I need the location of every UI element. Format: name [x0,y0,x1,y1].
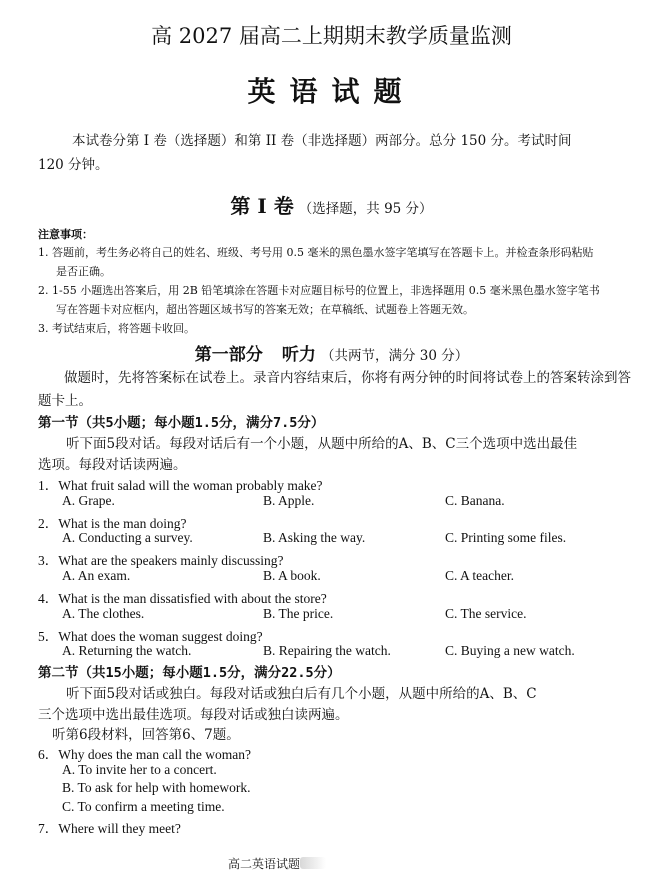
section2-title: 第二节（共15小题；每小题1.5分，满分22.5分） [38,665,341,681]
question-4-option-b: B. The price. [263,606,334,621]
question-2: 2．What is the man doing? [38,516,187,531]
question-1-option-c: C. Banana. [445,493,505,508]
volume-label: 第 I 卷 [230,194,294,218]
question-3-option-a: A. An exam. [62,568,131,583]
notice-heading: 注意事项： [38,228,93,241]
question-3-option-b: B. A book. [263,568,321,583]
question-1-option-b: B. Apple. [263,493,315,508]
question-2-option-b: B. Asking the way. [263,530,366,545]
question-1: 1．What fruit salad will the woman probably make? [38,478,323,493]
question-5-option-a: A. Returning the watch. [62,643,192,658]
notice-item-1-line-1: 1. 答题前，考生务必将自己的姓名、班级、考号用 0.5 毫米的黑色墨水签字笔填写在答题卡上。并检查条形码粘贴 [38,246,594,259]
question-5-option-c: C. Buying a new watch. [445,643,575,658]
listen-intro-line-1: 做题时，先将答案标在试卷上。录音内容结束后，你将有两分钟的时间将试卷上的答案转涂到答 [64,370,631,386]
page-footer: 高二英语试题 [228,857,301,871]
section1-line-2: 选项。每段对话读两遍。 [38,457,187,473]
question-2-option-a: A. Conducting a survey. [62,530,193,545]
part1-note: （共两节，满分 30 分） [320,348,469,364]
intro-line-1: 本试卷分第 I 卷（选择题）和第 II 卷（非选择题）两部分。总分 150 分。考试时间 [72,133,572,149]
section2-material: 听第6段材料，回答第6、7题。 [52,727,240,743]
intro-line-2: 120 分钟。 [38,157,109,173]
notice-item-2-line-2: 写在答题卡对应框内，超出答题区域书写的答案无效；在草稿纸、试题卷上答题无效。 [56,303,474,316]
footer-smudge [300,857,326,869]
section2-line-1: 听下面5段对话或独白。每段对话或独白后有几个小题，从题中所给的A、B、C [66,686,537,702]
notice-item-2-line-1: 2. 1-55 小题选出答案后，用 2B 铅笔填涂在答题卡对应题目标号的位置上，非选择题用 0.5 毫米黑色墨水签字笔书 [38,284,600,297]
question-6-option-b: B. To ask for help with homework. [62,780,251,795]
notice-item-1-line-2: 是否正确。 [56,265,111,278]
question-6: 6．Why does the man call the woman? [38,747,251,762]
volume-note: （选择题，共 95 分） [298,201,433,217]
listen-intro-line-2: 题卡上。 [38,393,92,409]
question-1-option-a: A. Grape. [62,493,115,508]
question-5-option-b: B. Repairing the watch. [263,643,391,658]
section2-line-2: 三个选项中选出最佳选项。每段对话或独白读两遍。 [38,707,349,723]
question-7: 7．Where will they meet? [38,821,181,836]
question-3: 3．What are the speakers mainly discussing? [38,553,284,568]
notice-item-3: 3. 考试结束后，将答题卡收回。 [38,322,195,335]
question-2-option-c: C. Printing some files. [445,530,567,545]
exam-header: 高 2027 届高二上期期末教学质量监测 [151,24,512,48]
question-3-option-c: C. A teacher. [445,568,514,583]
part1-name: 听力 [281,345,316,365]
question-4-option-c: C. The service. [445,606,527,621]
question-6-option-a: A. To invite her to a concert. [62,762,217,777]
section1-line-1: 听下面5段对话。每段对话后有一个小题，从题中所给的A、B、C三个选项中选出最佳 [66,436,578,452]
question-6-option-c: C. To confirm a meeting time. [62,799,225,814]
part1-heading [0,340,663,365]
exam-title: 英语试题 [247,75,416,108]
part1-label: 第一部分 [194,345,263,365]
question-4-option-a: A. The clothes. [62,606,145,621]
section1-title: 第一节（共5小题；每小题1.5分，满分7.5分） [38,415,325,431]
question-5: 5．What does the woman suggest doing? [38,629,263,644]
question-4: 4．What is the man dissatisfied with about the store? [38,591,327,606]
volume-heading [0,190,663,219]
